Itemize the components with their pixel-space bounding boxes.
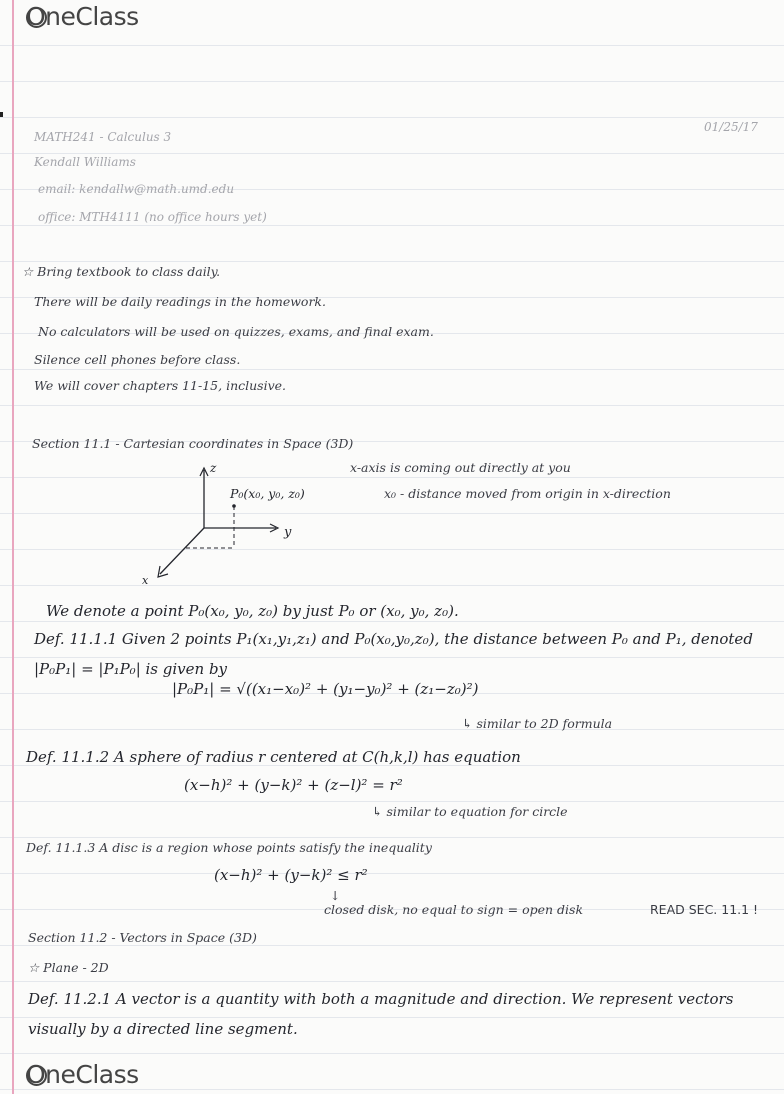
down-arrow: ↓	[330, 888, 341, 903]
section-11-1-title: Section 11.1 - Cartesian coordinates in Space (3D)	[32, 436, 354, 451]
distance-formula: |P₀P₁| = √((x₁−x₀)² + (y₁−y₀)² + (z₁−z₀)²)	[172, 680, 479, 698]
read-section-note: READ SEC. 11.1 !	[650, 902, 759, 917]
def-11-1-2: Def. 11.1.2 A sphere of radius r centered at C(h,k,l) has equation	[26, 748, 521, 766]
instructor-name: Kendall Williams	[34, 155, 136, 169]
def-11-2-1-continued: visually by a directed line segment.	[28, 1020, 298, 1038]
date: 01/25/17	[704, 120, 758, 134]
course-title: MATH241 - Calculus 3	[34, 130, 172, 144]
note-similar-circle-text: similar to equation for circle	[386, 804, 568, 819]
axis-y-label: y	[284, 525, 292, 540]
denote-point-line: We denote a point P₀(x₀, y₀, z₀) by just P₀ or (x₀, y₀, z₀).	[46, 602, 459, 620]
note-x0: x₀ - distance moved from origin in x-direction	[384, 486, 671, 501]
office-line: office: MTH4111 (no office hours yet)	[38, 210, 267, 224]
margin-line	[12, 0, 14, 1094]
note-x-axis: x-axis is coming out directly at you	[350, 460, 571, 475]
def-11-1-1: Def. 11.1.1 Given 2 points P₁(x₁,y₁,z₁) and P₀(x₀,y₀,z₀), the distance between P₀ and P₁, denoted	[34, 630, 753, 648]
note-chapters: We will cover chapters 11-15, inclusive.	[34, 378, 287, 393]
note-textbook: ☆ Bring textbook to class daily.	[22, 264, 221, 279]
def-11-1-3: Def. 11.1.3 A disc is a region whose points satisfy the inequality	[26, 840, 432, 855]
oneclass-logo-bottom	[26, 1060, 139, 1089]
axis-z-label: z	[210, 461, 217, 475]
note-readings: There will be daily readings in the homework.	[34, 294, 326, 309]
x-axis	[160, 528, 204, 574]
note-similar-2d: ↳ similar to 2D formula	[462, 716, 613, 731]
binder-mark	[0, 112, 3, 117]
3d-axes-diagram	[136, 456, 336, 586]
note-calculators: No calculators will be used on quizzes, exams, and final exam.	[38, 324, 434, 339]
note-closed-disk: closed disk, no equal to sign = open disk	[324, 902, 584, 917]
note-similar-circle: ↳ similar to equation for circle	[372, 804, 568, 819]
section-11-2-title: Section 11.2 - Vectors in Space (3D)	[28, 930, 257, 945]
email-line: email: kendallw@math.umd.edu	[38, 182, 235, 196]
note-phones: Silence cell phones before class.	[34, 352, 241, 367]
logo-text: OneClass	[26, 2, 139, 31]
note-similar-2d-text: similar to 2D formula	[476, 716, 613, 731]
sphere-equation: (x−h)² + (y−k)² + (z−l)² = r²	[184, 776, 403, 794]
plane-2d-note: ☆ Plane - 2D	[28, 960, 109, 975]
disc-inequality: (x−h)² + (y−k)² ≤ r²	[214, 866, 368, 884]
def-11-1-1-continued: |P₀P₁| = |P₁P₀| is given by	[34, 660, 228, 678]
def-11-2-1: Def. 11.2.1 A vector is a quantity with both a magnitude and direction. We represent vectors	[28, 990, 734, 1008]
axis-x-label: x	[142, 574, 149, 586]
point-p0-label: P₀(x₀, y₀, z₀)	[230, 486, 305, 501]
point-p0-marker	[232, 504, 236, 508]
logo-text: OneClass	[26, 1060, 139, 1089]
oneclass-logo-top	[26, 2, 139, 31]
